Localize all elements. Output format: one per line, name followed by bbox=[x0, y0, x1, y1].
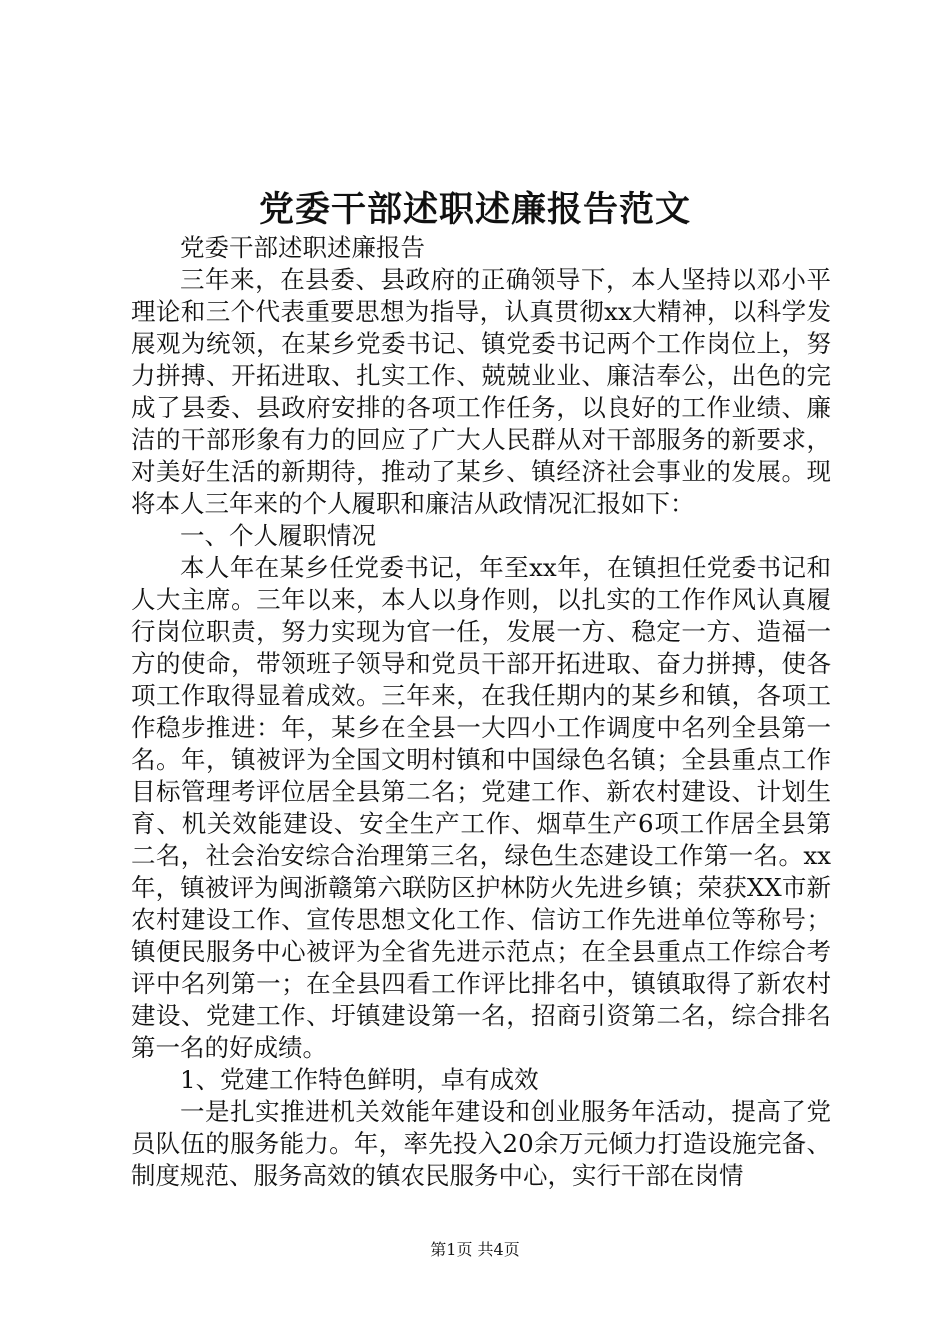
page-footer: 第1页 共4页 bbox=[430, 1240, 520, 1259]
paragraph-subtitle: 党委干部述职述廉报告 bbox=[180, 233, 425, 262]
section-heading-1: 一、个人履职情况 bbox=[180, 521, 376, 550]
document-title: 党委干部述职述廉报告范文 bbox=[258, 189, 691, 230]
document-body bbox=[131, 232, 831, 1192]
paragraph-intro: 三年来，在县委、县政府的正确领导下，本人坚持以邓小平理论和三个代表重要思想为指导，认真贯彻xx大精神，以科学发展观为统领，在某乡党委书记、镇党委书记两个工作岗位上，努力拼搏、开拓进取、扎实工作、兢兢业业、廉洁奉公，出色的完成了县委、县政府安排的各项工作任务，以良好的工作业绩、廉洁的干部形象有力的回应了广大人民群从对干部服务的新要求，对美好生活的新期待，推动了某乡、镇经济社会事业的发展。现将本人三年来的个人履职和廉洁从政情况汇报如下： bbox=[131, 265, 831, 518]
paragraph-party-building: 一是扎实推进机关效能年建设和创业服务年活动，提高了党员队伍的服务能力。年，率先投入20余万元倾力打造设施完备、制度规范、服务高效的镇农民服务中心，实行干部在岗情 bbox=[131, 1097, 831, 1190]
paragraph-duties: 本人年在某乡任党委书记，年至xx年，在镇担任党委书记和人大主席。三年以来，本人以身作则，以扎实的工作作风认真履行岗位职责，努力实现为官一任，发展一方、稳定一方、造福一方的使命，带领班子领导和党员干部开拓进取、奋力拼搏，使各项工作取得显着成效。三年来，在我任期内的某乡和镇，各项工作稳步推进：年，某乡在全县一大四小工作调度中名列全县第一名。年，镇被评为全国文明村镇和中国绿色名镇；全县重点工作目标管理考评位居全县第二名；党建工作、新农村建设、计划生育、机关效能建设、安全生产工作、烟草生产6项工作居全县第二名，社会治安综合治理第三名，绿色生态建设工作第一名。xx年，镇被评为闽浙赣第六联防区护林防火先进乡镇；荣获XX市新农村建设工作、宣传思想文化工作、信访工作先进单位等称号；镇便民服务中心被评为全省先进示范点；在全县重点工作综合考评中名列第一；在全县四看工作评比排名中，镇镇取得了新农村建设、党建工作、圩镇建设第一名，招商引资第二名，综合排名第一名的好成绩。 bbox=[131, 553, 831, 1062]
subsection-heading-1: 1、党建工作特色鲜明，卓有成效 bbox=[180, 1065, 539, 1094]
